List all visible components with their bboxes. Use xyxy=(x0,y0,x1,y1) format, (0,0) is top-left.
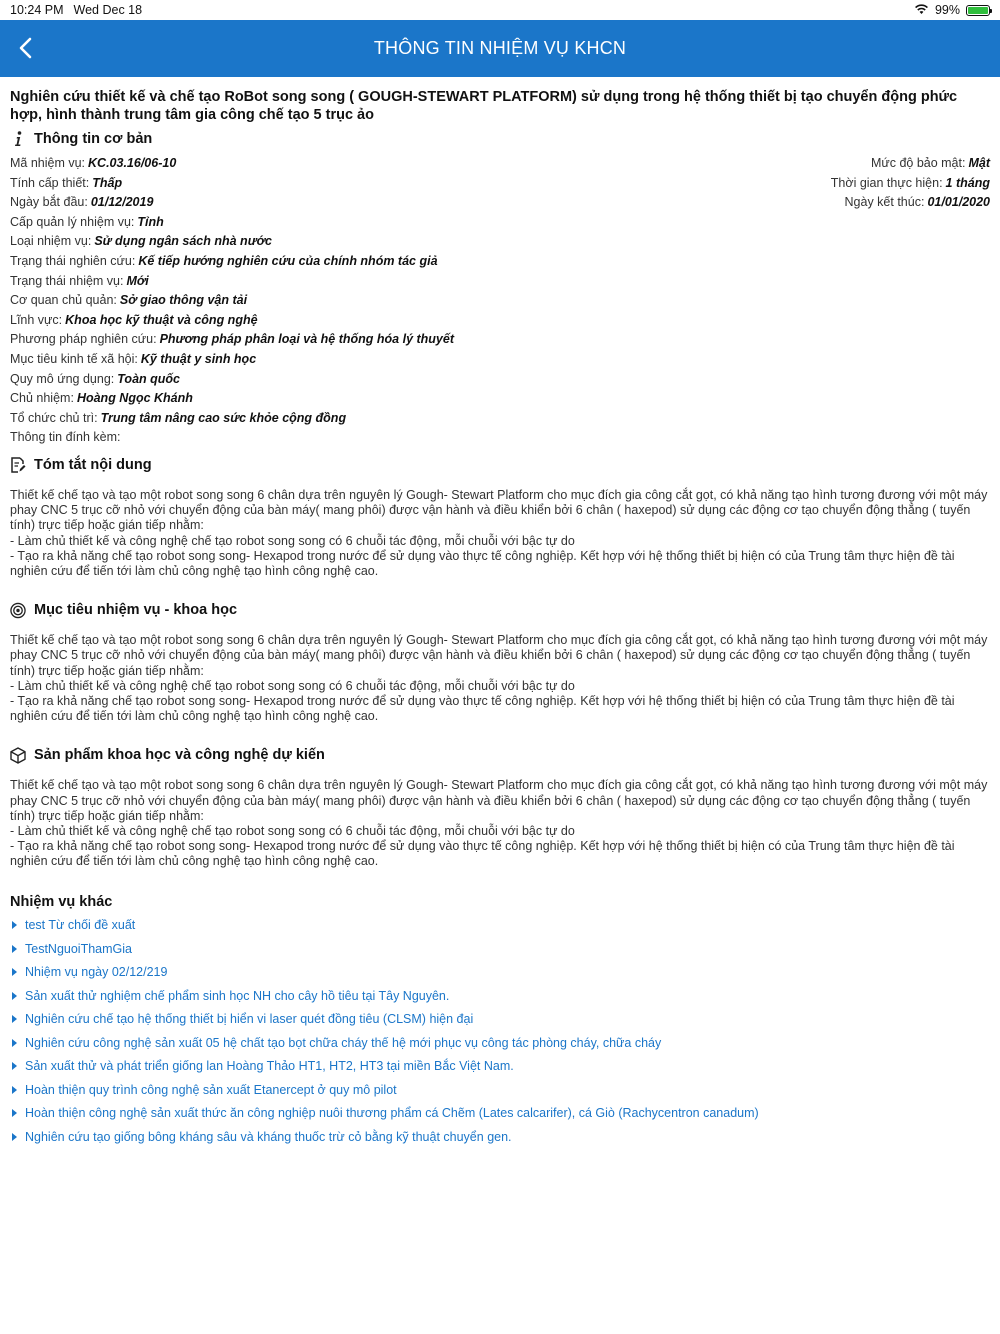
other-tasks-title: Nhiệm vụ khác xyxy=(10,893,113,910)
battery-percent: 99% xyxy=(934,3,960,17)
caret-right-icon xyxy=(12,1109,17,1117)
summary-header xyxy=(10,454,990,476)
info-row xyxy=(10,193,990,213)
end-value: 01/01/2020 xyxy=(927,195,990,210)
other-task-link[interactable] xyxy=(10,1078,990,1102)
info-row xyxy=(10,154,990,174)
other-task-label: Nghiên cứu chế tạo hệ thống thiết bị hiển vi laser quét đồng tiêu (CLSM) hiện đại xyxy=(25,1012,474,1027)
start-label: Ngày bắt đầu: xyxy=(10,195,88,210)
method-label: Phương pháp nghiên cứu: xyxy=(10,332,157,347)
end-label: Ngày kết thúc: xyxy=(844,195,925,210)
summary-text xyxy=(10,488,990,579)
info-row xyxy=(10,291,990,311)
caret-right-icon xyxy=(12,1015,17,1023)
other-task-link[interactable] xyxy=(10,1125,990,1149)
security-label: Mức độ bảo mật: xyxy=(870,156,966,170)
info-row xyxy=(10,252,990,272)
battery-icon xyxy=(966,5,990,16)
products-line: - Tạo ra khả năng chế tạo robot song song- Hexapod trong nước để sử dụng vào thực tế công nghiệp. Kết hợp với hệ thống thiết bị hiện có của Trung tâm thực hiện đề tài nghiên cứu để tiến tới làm chủ công nghệ tạo hình công nghệ cao. xyxy=(10,839,955,869)
duration-value: 1 tháng xyxy=(945,175,990,190)
leader-value: Hoàng Ngọc Khánh xyxy=(76,391,193,406)
goal-label: Mục tiêu kinh tế xã hội: xyxy=(10,351,138,366)
info-row xyxy=(10,330,990,350)
info-row xyxy=(10,389,990,409)
type-value: Sử dụng ngân sách nhà nước xyxy=(94,234,272,249)
other-task-link[interactable] xyxy=(10,1008,990,1032)
start-value: 01/12/2019 xyxy=(90,195,154,210)
caret-right-icon xyxy=(12,945,17,953)
other-task-link[interactable] xyxy=(10,1055,990,1079)
content xyxy=(0,77,1000,1149)
edit-document-icon xyxy=(10,457,26,473)
goal-value: Kỹ thuật y sinh học xyxy=(140,351,257,366)
info-icon xyxy=(10,131,26,147)
other-task-label: Nghiên cứu công nghệ sản xuất 05 hệ chất tạo bọt chữa cháy thế hệ mới phục vụ công tác phòng cháy, chữa cháy xyxy=(25,1035,662,1050)
other-task-label: Hoàn thiện quy trình công nghệ sản xuất Etanercept ở quy mô pilot xyxy=(25,1082,397,1097)
caret-right-icon xyxy=(12,921,17,929)
caret-right-icon xyxy=(12,968,17,976)
agency-value: Sở giao thông vận tải xyxy=(119,293,248,308)
scale-value: Toàn quốc xyxy=(117,371,180,386)
info-row xyxy=(10,213,990,233)
urgency-label: Tính cấp thiết: xyxy=(10,175,90,190)
objective-title: Mục tiêu nhiệm vụ - khoa học xyxy=(34,602,238,619)
info-row xyxy=(10,311,990,331)
info-row xyxy=(10,428,990,448)
research-status-value: Kế tiếp hướng nghiên cứu của chính nhóm tác giả xyxy=(138,253,438,268)
target-icon xyxy=(10,602,26,618)
battery-level xyxy=(968,7,988,14)
objective-line: - Làm chủ thiết kế và công nghệ chế tạo robot song song có 6 chuỗi tác động, mỗi chuỗi với bậc tự do xyxy=(10,678,575,693)
caret-right-icon xyxy=(12,1039,17,1047)
field-label: Lĩnh vực: xyxy=(10,312,63,327)
other-task-link[interactable] xyxy=(10,1102,990,1126)
attachment-label: Thông tin đính kèm: xyxy=(10,430,121,445)
back-button[interactable] xyxy=(10,32,40,64)
other-task-link[interactable] xyxy=(10,1031,990,1055)
objective-line: Thiết kế chế tạo và tạo một robot song song 6 chân dựa trên nguyên lý Gough- Stewart Platform cho mục đích gia công cắt gọt, có khả năng tạo hình tương đương với một máy phay CNC 5 trục cỡ nhỏ với chuyển động của bàn máy( mang phôi) được vận hành và điều khiển bởi 6 chân ( haxepod) sử dụng các động cơ tạo chuyển động thẳng ( tuyến tính) trực tiếp hoặc gián tiếp nhằm: xyxy=(10,633,988,678)
other-task-label: TestNguoiThamGia xyxy=(25,941,132,956)
objective-text xyxy=(10,633,990,724)
status-time: 10:24 PM xyxy=(10,3,64,17)
basic-info-title: Thông tin cơ bản xyxy=(34,131,153,147)
products-text xyxy=(10,778,990,869)
mgmt-level-value: Tỉnh xyxy=(137,214,164,229)
caret-right-icon xyxy=(12,1133,17,1141)
summary-line: - Làm chủ thiết kế và công nghệ chế tạo robot song song có 6 chuỗi tác động, mỗi chuỗi với bậc tự do xyxy=(10,533,575,548)
products-line: - Làm chủ thiết kế và công nghệ chế tạo robot song song có 6 chuỗi tác động, mỗi chuỗi với bậc tự do xyxy=(10,823,575,838)
chevron-left-icon xyxy=(18,37,32,59)
info-row xyxy=(10,272,990,292)
task-status-label: Trạng thái nhiệm vụ: xyxy=(10,273,124,288)
info-row xyxy=(10,232,990,252)
agency-label: Cơ quan chủ quản: xyxy=(10,293,117,308)
caret-right-icon xyxy=(12,1086,17,1094)
cube-icon xyxy=(10,747,26,763)
type-label: Loại nhiệm vụ: xyxy=(10,234,92,249)
research-status-label: Trạng thái nghiên cứu: xyxy=(10,253,136,268)
other-task-link[interactable] xyxy=(10,914,990,938)
code-label: Mã nhiệm vụ: xyxy=(10,156,86,170)
info-row xyxy=(10,370,990,390)
mgmt-level-label: Cấp quản lý nhiệm vụ: xyxy=(10,214,135,229)
other-task-label: test Từ chối đề xuất xyxy=(25,918,136,933)
products-title: Sản phẩm khoa học và công nghệ dự kiến xyxy=(34,747,325,764)
other-tasks-list xyxy=(10,914,990,1149)
basic-info xyxy=(10,154,990,448)
caret-right-icon xyxy=(12,1062,17,1070)
other-task-link[interactable] xyxy=(10,961,990,985)
products-line: Thiết kế chế tạo và tạo một robot song song 6 chân dựa trên nguyên lý Gough- Stewart Platform cho mục đích gia công cắt gọt, có khả năng tạo hình tương đương với một máy phay CNC 5 trục cỡ nhỏ với chuyển động của bàn máy( mang phôi) được vận hành và điều khiển bởi 6 chân ( haxepod) sử dụng các động cơ tạo chuyển động thẳng ( tuyến tính) trực tiếp hoặc gián tiếp nhằm: xyxy=(10,778,988,823)
scale-label: Quy mô ứng dụng: xyxy=(10,371,115,386)
task-title: Nghiên cứu thiết kế và chế tạo RoBot song song ( GOUGH-STEWART PLATFORM) sử dụng trong hệ thống thiết bị tạo chuyển động phức hợp, hình thành trung tâm gia công chế tạo 5 trục ảo xyxy=(10,89,958,123)
duration-label: Thời gian thực hiện: xyxy=(830,175,943,190)
info-row xyxy=(10,409,990,429)
method-value: Phương pháp phân loại và hệ thống hóa lý thuyết xyxy=(159,332,454,347)
info-row xyxy=(10,350,990,370)
field-value: Khoa học kỹ thuật và công nghệ xyxy=(65,312,258,327)
page-title: THÔNG TIN NHIỆM VỤ KHCN xyxy=(373,38,627,58)
objective-line: - Tạo ra khả năng chế tạo robot song song- Hexapod trong nước để sử dụng vào thực tế công nghiệp. Kết hợp với hệ thống thiết bị hiện có của Trung tâm thực hiện đề tài nghiên cứu để tiến tới làm chủ công nghệ tạo hình công nghệ cao. xyxy=(10,693,955,724)
status-date: Wed Dec 18 xyxy=(73,3,143,17)
other-task-label: Sản xuất thử nghiệm chế phẩm sinh học NH cho cây hồ tiêu tại Tây Nguyên. xyxy=(25,988,450,1003)
task-status-value: Mới xyxy=(126,273,149,288)
products-header xyxy=(10,744,990,766)
summary-line: Thiết kế chế tạo và tạo một robot song song 6 chân dựa trên nguyên lý Gough- Stewart Platform cho mục đích gia công cắt gọt, có khả năng tạo hình tương đương với một máy phay CNC 5 trục cỡ nhỏ với chuyển động của bàn máy( mang phôi) được vận hành và điều khiển bởi 6 chân ( haxepod) sử dụng các động cơ tạo chuyển động thẳng ( tuyến tính) trực tiếp hoặc gián tiếp nhằm: xyxy=(10,487,988,533)
other-task-link[interactable] xyxy=(10,984,990,1008)
other-task-label: Sản xuất thử và phát triển giống lan Hoàng Thảo HT1, HT2, HT3 tại miền Bắc Việt Nam. xyxy=(25,1059,514,1074)
other-task-label: Hoàn thiện công nghệ sản xuất thức ăn công nghiệp nuôi thương phẩm cá Chẽm (Lates calcarifer), cá Giò (Rachycentron canadum) xyxy=(25,1106,759,1121)
other-task-label: Nghiên cứu tạo giống bông kháng sâu và kháng thuốc trừ cỏ bằng kỹ thuật chuyển gen. xyxy=(25,1129,512,1144)
other-task-label: Nhiệm vụ ngày 02/12/219 xyxy=(25,965,168,980)
summary-line: - Tạo ra khả năng chế tạo robot song song- Hexapod trong nước để sử dụng vào thực tế công nghiệp. Kết hợp với hệ thống thiết bị hiện có của Trung tâm thực hiện đề tài nghiên cứu để tiến tới làm chủ công nghệ tạo hình công nghệ cao. xyxy=(10,548,955,578)
caret-right-icon xyxy=(12,992,17,1000)
other-task-link[interactable] xyxy=(10,937,990,961)
security-value: Mật xyxy=(968,156,990,170)
objective-header xyxy=(10,599,990,621)
basic-info-header xyxy=(10,128,990,150)
org-value: Trung tâm nâng cao sức khỏe cộng đồng xyxy=(100,410,347,425)
nav-bar xyxy=(0,20,1000,77)
code-value: KC.03.16/06-10 xyxy=(88,156,177,170)
summary-title: Tóm tắt nội dung xyxy=(34,456,152,473)
wifi-icon xyxy=(914,3,929,17)
leader-label: Chủ nhiệm: xyxy=(10,391,74,406)
status-bar xyxy=(0,0,1000,20)
org-label: Tổ chức chủ trì: xyxy=(10,410,98,425)
urgency-value: Thấp xyxy=(92,175,123,190)
info-row xyxy=(10,174,990,194)
